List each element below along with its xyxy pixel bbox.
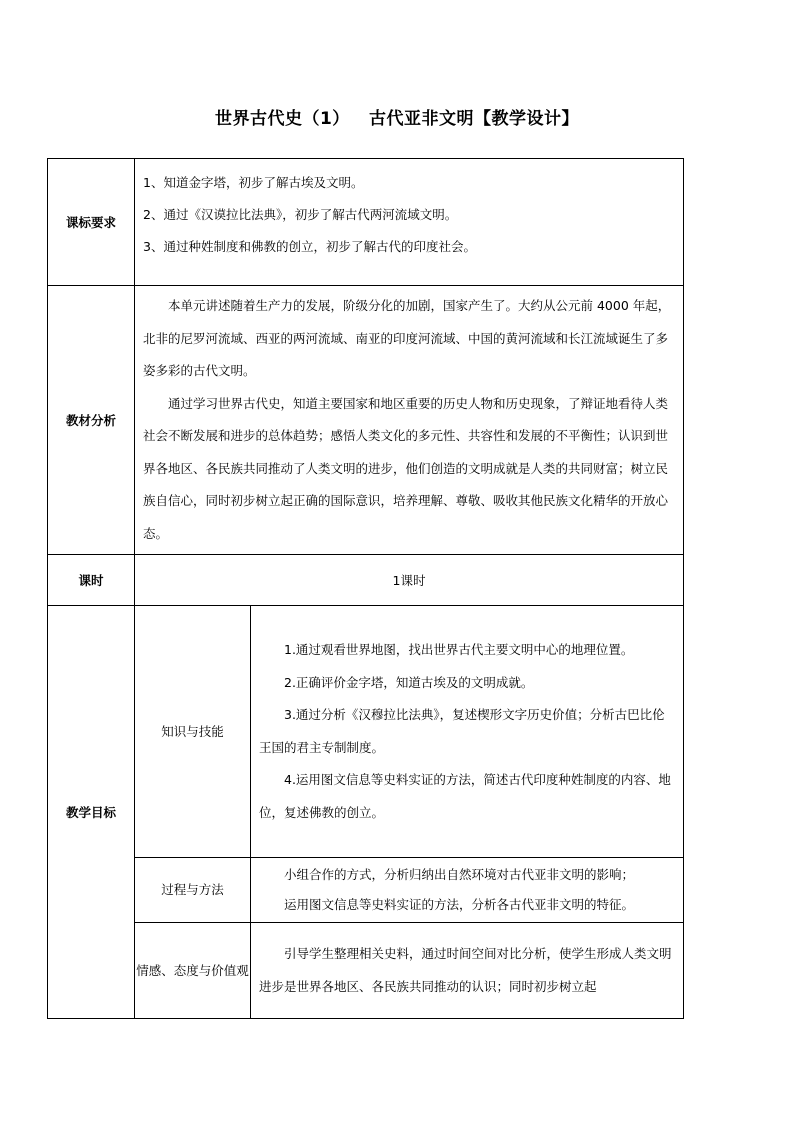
process-content	[251, 858, 684, 923]
knowledge-item-3: 3.通过分析《汉穆拉比法典》，复述楔形文字历史价值；分析古巴比伦王国的君主专制制度。	[259, 707, 665, 755]
objectives-label: 教学目标	[48, 606, 135, 1019]
knowledge-item-1: 1.通过观看世界地图，找出世界古代主要文明中心的地理位置。	[284, 642, 634, 657]
row-knowledge	[48, 606, 684, 858]
row-hours	[48, 555, 684, 606]
analysis-paragraph-1: 本单元讲述随着生产力的发展，阶级分化的加剧，国家产生了。大约从公元前 4000 年起，北非的尼罗河流域、西亚的两河流域、南亚的印度河流域、中国的黄河流域和长江流域诞生了多姿多彩的古代文明。	[143, 298, 671, 378]
analysis-label: 教材分析	[48, 286, 135, 555]
document-title: 世界古代史（1） 古代亚非文明【教学设计】	[214, 109, 580, 129]
knowledge-item-4: 4.运用图文信息等史料实证的方法，简述古代印度种姓制度的内容、地位，复述佛教的创立。	[259, 772, 671, 820]
standards-content	[135, 159, 684, 286]
analysis-paragraph-2: 通过学习世界古代史，知道主要国家和地区重要的历史人物和历史现象，了辩证地看待人类社会不断发展和进步的总体趋势；感悟人类文化的多元性、共容性和发展的不平衡性；认识到世界各地区、各民族共同推动了人类文明的进步，他们创造的文明成就是人类的共同财富；树立民族自信心，同时初步树立起正确的国际意识，培养理解、尊敬、吸收其他民族文化精华的开放心态。	[143, 395, 669, 541]
hours-label: 课时	[48, 555, 135, 606]
emotion-text: 引导学生整理相关史料，通过时间空间对比分析，使学生形成人类文明进步是世界各地区、各民族共同推动的认识；同时初步树立起	[259, 946, 672, 994]
standards-item-2: 2、通过《汉谟拉比法典》，初步了解古代两河流域文明。	[143, 207, 458, 222]
standards-item-1: 1、知道金字塔，初步了解古埃及文明。	[143, 175, 364, 190]
row-analysis	[48, 286, 684, 555]
process-item-2: 运用图文信息等史料实证的方法，分析各古代亚非文明的特征。	[284, 897, 635, 912]
knowledge-label: 知识与技能	[135, 606, 251, 858]
row-standards	[48, 159, 684, 286]
process-label: 过程与方法	[135, 858, 251, 923]
row-emotion	[48, 923, 684, 1019]
standards-item-3: 3、通过种姓制度和佛教的创立，初步了解古代的印度社会。	[143, 239, 476, 254]
row-process	[48, 858, 684, 923]
emotion-content	[251, 923, 684, 1019]
standards-label: 课标要求	[48, 159, 135, 286]
knowledge-item-2: 2.正确评价金字塔，知道古埃及的文明成就。	[284, 674, 534, 690]
process-item-1: 小组合作的方式，分析归纳出自然环境对古代亚非文明的影响；	[284, 867, 635, 882]
emotion-label: 情感、态度与价值观	[135, 923, 251, 1019]
hours-value: 1课时	[135, 555, 684, 606]
analysis-content	[135, 286, 684, 555]
knowledge-content	[251, 606, 684, 858]
lesson-plan-table	[47, 158, 684, 1019]
